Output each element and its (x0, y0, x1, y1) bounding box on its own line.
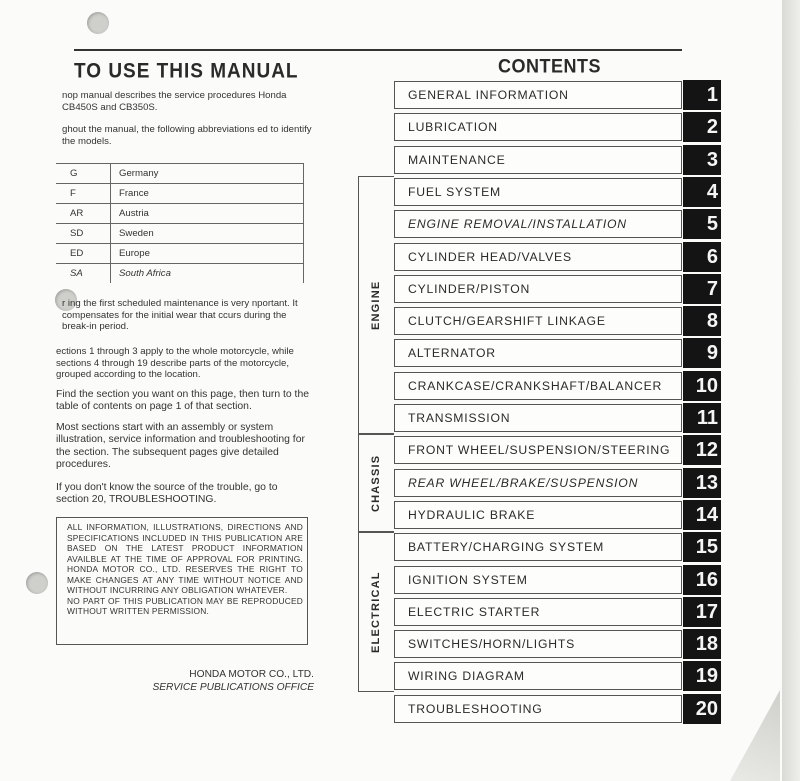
contents-item (394, 533, 682, 561)
contents-item-label: ENGINE REMOVAL/INSTALLATION (408, 217, 627, 232)
contents-item-label: TROUBLESHOOTING (408, 701, 543, 716)
page-edge-shadow (782, 0, 800, 781)
electrical-group-label: ELECTRICAL (370, 571, 382, 653)
contents-item-label: ALTERNATOR (408, 346, 496, 361)
contents-item (394, 275, 682, 303)
contents-item-label: LUBRICATION (408, 120, 498, 135)
contents-item (394, 146, 682, 174)
section-number-tab: 10 (683, 371, 721, 401)
sections-paragraph: ections 1 through 3 apply to the whole motorcycle, while sections 4 through 19 describe parts of the motorcycle, grouped according to the location. (56, 346, 294, 381)
abbreviation-country: Austria (111, 204, 304, 224)
find-section-paragraph: Find the section you want on this page, then turn to the table of contents on page 1 of that section. (56, 389, 310, 413)
contents-item (394, 113, 682, 141)
chassis-group-label: CHASSIS (370, 454, 382, 512)
engine-group-label: ENGINE (370, 280, 382, 330)
contents-item-label: GENERAL INFORMATION (408, 88, 569, 102)
publisher-office: SERVICE PUBLICATIONS OFFICE (152, 682, 314, 693)
contents-item (394, 210, 682, 238)
abbreviation-country: France (111, 184, 304, 204)
contents-item-label: IGNITION SYSTEM (408, 572, 528, 587)
abbreviation-code: SD (56, 224, 111, 244)
contents-item (394, 469, 682, 497)
contents-item (394, 404, 682, 432)
section-number-tab: 11 (683, 403, 721, 433)
abbreviation-code: AR (56, 204, 111, 224)
abbreviation-intro: ghout the manual, the following abbreviations ed to identify the models. (62, 124, 312, 147)
abbreviation-country: Sweden (111, 224, 304, 244)
contents-item (394, 178, 682, 206)
contents-item-label: CRANKCASE/CRANKSHAFT/BALANCER (408, 378, 663, 393)
copyright-notice-text: NO PART OF THIS PUBLICATION MAY BE REPRODUCED WITHOUT WRITTEN PERMISSION. (67, 595, 303, 616)
contents-item (394, 630, 682, 658)
abbreviation-row (56, 184, 304, 204)
contents-item (394, 81, 682, 109)
section-number-tab: 4 (683, 177, 721, 207)
contents-item-label: TRANSMISSION (408, 411, 511, 425)
contents-item-label: WIRING DIAGRAM (408, 669, 525, 684)
section-number-tab: 20 (683, 694, 721, 724)
publisher-block (120, 668, 314, 694)
abbreviation-code: F (56, 184, 111, 204)
contents-item (394, 243, 682, 271)
contents-item (394, 372, 682, 400)
troubleshooting-paragraph: If you don't know the source of the trouble, go to section 20, TROUBLESHOOTING. (56, 482, 278, 506)
contents-item (394, 566, 682, 594)
section-structure-paragraph: Most sections start with an assembly or system illustration, service information and troubleshooting for the section. The subsequent pages give detailed procedures. (56, 422, 305, 471)
abbreviation-country: Europe (111, 244, 304, 264)
section-number-tab: 13 (683, 468, 721, 498)
abbreviation-row (56, 244, 304, 264)
contents-item-label: CYLINDER/PISTON (408, 281, 531, 296)
contents-item (394, 436, 682, 464)
top-rule (74, 49, 682, 51)
contents-item-label: CLUTCH/GEARSHIFT LINKAGE (408, 314, 606, 329)
contents-item-label: FUEL SYSTEM (408, 184, 501, 199)
abbreviation-table (56, 163, 304, 283)
section-number-tab: 9 (683, 338, 721, 368)
section-number-tab: 18 (683, 629, 721, 659)
contents-item-label: MAINTENANCE (408, 152, 506, 167)
section-number-tab: 14 (683, 500, 721, 530)
punch-hole-top (87, 12, 109, 34)
section-number-tab: 17 (683, 597, 721, 627)
abbreviation-code: ED (56, 244, 111, 264)
section-number-tab: 8 (683, 306, 721, 336)
section-number-tab: 15 (683, 532, 721, 562)
contents-item (394, 598, 682, 626)
punch-hole-bottom (26, 572, 48, 594)
abbreviation-country: South Africa (111, 264, 304, 284)
contents-item-label: CYLINDER HEAD/VALVES (408, 249, 572, 264)
contents-item (394, 339, 682, 367)
section-number-tab: 1 (683, 80, 721, 110)
section-number-tab: 3 (683, 145, 721, 175)
abbreviation-row (56, 224, 304, 244)
abbreviation-country: Germany (111, 164, 304, 184)
legal-notice-text: ALL INFORMATION, ILLUSTRATIONS, DIRECTIONS AND SPECIFICATIONS INCLUDED IN THIS PUBLICATION ARE BASED ON THE LATEST PRODUCT INFORMATION AVAILBLE AT THE TIME OF APPROVAL FOR PRINTING. HONDA MOTOR CO., LTD. RESERVES THE RIGHT TO MAKE CHANGES AT ANY TIME WITHOUT NOTICE AND WITHOUT INCURRING ANY OBLIGATION WHATEVER. (67, 522, 303, 595)
contents-item (394, 307, 682, 335)
abbreviation-code: SA (56, 264, 111, 284)
section-number-tab: 19 (683, 661, 721, 691)
contents-item-label: SWITCHES/HORN/LIGHTS (408, 637, 575, 652)
section-number-tab: 6 (683, 242, 721, 272)
abbreviation-row (56, 164, 304, 184)
contents-item-label: REAR WHEEL/BRAKE/SUSPENSION (408, 475, 639, 490)
contents-item-label: FRONT WHEEL/SUSPENSION/STEERING (408, 443, 671, 458)
abbreviation-row (56, 204, 304, 224)
legal-notice-box (56, 517, 308, 645)
contents-item-label: BATTERY/CHARGING SYSTEM (408, 540, 605, 555)
contents-heading: CONTENTS (498, 55, 601, 77)
section-number-tab: 12 (683, 435, 721, 465)
page-corner-fold (730, 690, 780, 781)
abbreviation-code: G (56, 164, 111, 184)
maintenance-paragraph: r ing the first scheduled maintenance is very nportant. It compensates for the initial wear that ccurs during the break-in period. (62, 298, 298, 333)
section-number-tab: 16 (683, 565, 721, 595)
intro-paragraph: nop manual describes the service procedures Honda CB450S and CB350S. (62, 90, 287, 113)
section-number-tab: 2 (683, 112, 721, 142)
contents-item (394, 501, 682, 529)
abbreviation-row (56, 264, 304, 284)
manual-heading: TO USE THIS MANUAL (74, 60, 299, 84)
contents-item (394, 695, 682, 723)
contents-item-label: HYDRAULIC BRAKE (408, 507, 536, 522)
section-number-tab: 7 (683, 274, 721, 304)
contents-item (394, 662, 682, 690)
contents-item-label: ELECTRIC STARTER (408, 604, 541, 619)
publisher-name: HONDA MOTOR CO., LTD. (189, 669, 314, 680)
section-number-tab: 5 (683, 209, 721, 239)
